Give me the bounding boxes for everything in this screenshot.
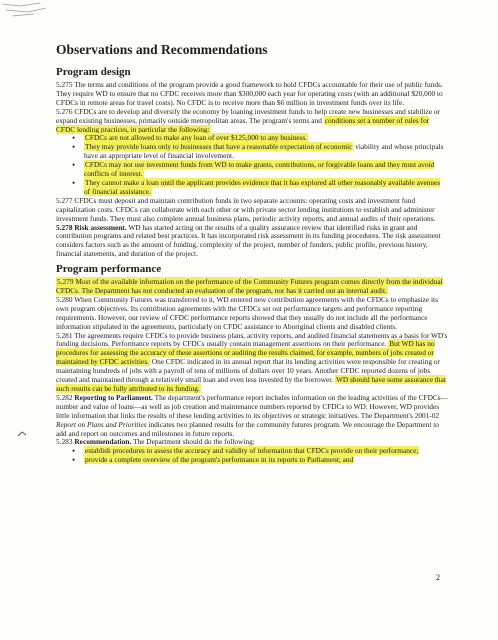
highlighted-text: But WD has no procedures for assessing the accuracy of these assertions or auditing the results claimed, for example, numbers of jobs created or maintained by CFDC activities. [56, 339, 435, 367]
bullet-item: • CFDCs may not use investment funds from WD to make grants, contributions, or forgivable loans and they must avoid conflicts of interest. [74, 161, 448, 179]
paragraph-5-279 [56, 278, 448, 296]
highlighted-text: 5.279 Most of the available information on the performance of the Community Futures program comes directly from the individual CFDCs. The Department has not conducted an evaluation of the program, nor has it carried out an internal audit. [56, 277, 443, 296]
paragraph-5-276: 5.276 CFDCs are to develop and diversify the economy by loaning investment funds to help create new businesses and stabilize or expand existing businesses, primarily outside metropolitan areas. The program's terms and conditions set a number of rules for CFDC lending practices, in particular the following: [56, 106, 441, 134]
subheading-program-design: Program design [56, 66, 131, 78]
bullet-item: • CFDCs are not allowed to make any loan of over $125,000 to any business. [74, 134, 448, 143]
pen-scribble-mark [0, 0, 60, 22]
highlighted-text: conditions set a number of rules for CFDC lending practices, in particular the following: [56, 115, 430, 134]
paragraph-5-278: 5.278 Risk assessment. WD has started acting on the results of a quality assurance review that identified risks in grant and contribution programs and related best practices. It has incorporated risk assessment in its funding procedures. The risk assessment considers factors such as the amount of funding, complexity of the project, number of funders, public profile, previous history, financial statements, and duration of the project. [56, 222, 441, 259]
page-number: 2 [436, 573, 440, 582]
paragraph-5-277: 5.277 CFDCs must deposit and maintain contribution funds in two separate accounts: operating costs and investment fund capitalization costs. CFDCs can collaborate with each other or with private sector lending institutions to establish and administer investment funds. They must also complete annual business plans, periodic activity reports, and annual audits of their operations. [56, 195, 436, 223]
paragraph-5-275: 5.275 The terms and conditions of the program provide a good framework to hold CFDCs accountable for their use of public funds. They require WD to ensure that no CFDC receives more than $300,000 each year for operating costs (with an additional $20,000 to CFDCs in remote areas for travel costs). No CFDC is to receive more than $6 million in investment funds over its life. [56, 80, 443, 107]
highlighted-text: WD should have some assurance that such results can be fully attributed to its funding. [56, 375, 446, 393]
paragraph-5-282: 5.282 Reporting to Parliament. The department's performance report includes information on the leading activities of the CFDCs—number and value of loans—as well as job creation and maintenance numbers reported by CFDCs to WD. However, WD provides little information that links the results of these lending activities to its objectives or strategic initiatives. The Department's 2001-02 Report on Plans and Priorities indicates two planned results for the community futures program. We encourage the Department to add and report on outcomes and milestones in future reports. [56, 392, 448, 438]
bullet-item: • provide a complete overview of the program's performance in its reports to Parliament; and [74, 456, 448, 465]
bullet-item: • They cannot make a loan until the applicant provides evidence that it has explored all other reasonably available avenues of financial assistance. [74, 179, 448, 197]
bullet-list-rules [56, 134, 448, 196]
section-title: Observations and Recommendations [56, 42, 268, 57]
subheading-program-performance: Program performance [56, 263, 162, 276]
margin-dot-mark [17, 430, 27, 438]
bullet-list-recommendations [56, 447, 448, 465]
paragraph-5-280: 5.280 When Community Futures was transferred to it, WD entered new contribution agreements with the CFDCs to emphasize its own program objectives. Its contribution agreements with the CFDCs set out performance targets and performance reporting requirements. However, our review of CFDC performance reports showed that they usually do not include all the performance information stipulated in the agreements, particularly on CFDC assistance to Aboriginal clients and disabled clients. [56, 294, 438, 331]
paragraph-5-281: 5.281 The agreements require CFDCs to provide business plans, activity reports, and audited financial statements as a basis for WD's funding decisions. Performance reports by CFDCs usually contain management assertions on their performance. But WD has no procedures for assessing the accuracy of these assertions or auditing the results claimed, for example, numbers of jobs created or maintained by CFDC activities. One CFDC indicated in its annual report that its lending activities were responsible for creating or maintaining hundreds of jobs with a payroll of tens of millions of dollars over 10 years. Another CFDC reported dozens of jobs created and maintained through a relatively small loan and even less invested by the borrower. WD should have some assurance that such results can be fully attributed to its funding. [56, 330, 448, 393]
report-content [56, 42, 448, 465]
paragraph-5-283: 5.283 Recommendation. The Department should do the following: [56, 437, 255, 447]
bullet-item: • They may provide loans only to businesses that have a reasonable expectation of economic viability and whose principals have an appropriate level of financial involvement. [74, 143, 448, 161]
bullet-item: • establish procedures to assess the accuracy and validity of information that CFDCs provide on their performance; [74, 447, 448, 456]
